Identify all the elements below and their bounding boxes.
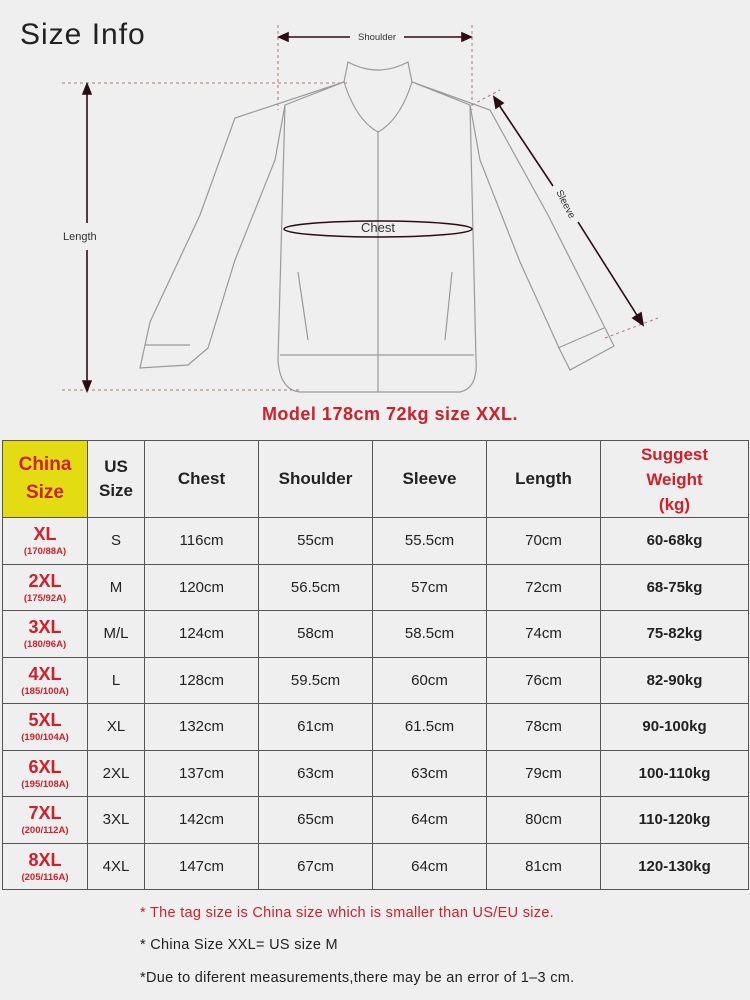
shoulder-cell: 59.5cm xyxy=(259,657,373,704)
china-size-cell xyxy=(3,843,88,890)
us-size-cell: 3XL xyxy=(88,797,145,844)
sleeve-cell: 60cm xyxy=(373,657,487,704)
length-cell: 81cm xyxy=(487,843,601,890)
shoulder-cell: 61cm xyxy=(259,704,373,751)
weight-cell: 60-68kg xyxy=(601,518,749,565)
weight-cell: 110-120kg xyxy=(601,797,749,844)
china-size-label: 2XL xyxy=(28,570,62,591)
china-size-cell xyxy=(3,797,88,844)
china-size-label: XL xyxy=(33,524,57,545)
jacket-diagram xyxy=(0,0,750,410)
table-row xyxy=(3,797,749,844)
weight-cell: 90-100kg xyxy=(601,704,749,751)
dimension-arrows xyxy=(83,33,643,391)
sleeve-cell: 58.5cm xyxy=(373,611,487,658)
shoulder-cell: 58cm xyxy=(259,611,373,658)
length-cell: 70cm xyxy=(487,518,601,565)
length-cell: 74cm xyxy=(487,611,601,658)
length-cell: 76cm xyxy=(487,657,601,704)
chest-cell: 128cm xyxy=(145,657,259,704)
note-error-margin: *Due to diferent measurements,there may be an error of 1–3 cm. xyxy=(140,970,575,986)
us-size-cell: 2XL xyxy=(88,750,145,797)
china-size-header: China Size xyxy=(3,441,88,518)
china-size-label: 8XL xyxy=(28,849,62,870)
table-row xyxy=(3,518,749,565)
china-size-label: 3XL xyxy=(28,617,62,638)
suggest-weight-header: Suggest Weight (kg) xyxy=(601,441,749,518)
chest-cell: 124cm xyxy=(145,611,259,658)
chest-cell: 132cm xyxy=(145,704,259,751)
sleeve-label: Sleeve xyxy=(553,188,578,221)
shoulder-cell: 63cm xyxy=(259,750,373,797)
table-row xyxy=(3,843,749,890)
length-cell: 78cm xyxy=(487,704,601,751)
chest-cell: 120cm xyxy=(145,564,259,611)
chest-cell: 116cm xyxy=(145,518,259,565)
page-title: Size Info xyxy=(20,18,146,51)
chest-header: Chest xyxy=(145,441,259,518)
china-size-label: 4XL xyxy=(28,663,62,684)
sleeve-cell: 63cm xyxy=(373,750,487,797)
shoulder-cell: 67cm xyxy=(259,843,373,890)
shoulder-cell: 55cm xyxy=(259,518,373,565)
shoulder-header: Shoulder xyxy=(259,441,373,518)
china-size-code: (195/108A) xyxy=(21,778,69,790)
sleeve-cell: 55.5cm xyxy=(373,518,487,565)
length-label: Length xyxy=(63,231,97,243)
china-size-code: (205/116A) xyxy=(21,871,69,883)
china-size-code: (170/88A) xyxy=(23,546,67,558)
us-size-cell: S xyxy=(88,518,145,565)
china-size-cell xyxy=(3,564,88,611)
chest-cell: 137cm xyxy=(145,750,259,797)
china-size-cell xyxy=(3,611,88,658)
us-size-cell: XL xyxy=(88,704,145,751)
china-size-code: (185/100A) xyxy=(21,685,69,697)
china-size-label: 7XL xyxy=(28,803,62,824)
chest-cell: 142cm xyxy=(145,797,259,844)
table-row xyxy=(3,564,749,611)
length-header: Length xyxy=(487,441,601,518)
length-cell: 80cm xyxy=(487,797,601,844)
china-size-code: (200/112A) xyxy=(21,825,69,837)
china-size-label: 6XL xyxy=(28,756,62,777)
table-header-row xyxy=(3,441,749,518)
shoulder-cell: 56.5cm xyxy=(259,564,373,611)
weight-cell: 68-75kg xyxy=(601,564,749,611)
weight-cell: 100-110kg xyxy=(601,750,749,797)
weight-cell: 82-90kg xyxy=(601,657,749,704)
us-size-cell: L xyxy=(88,657,145,704)
us-size-header: US Size xyxy=(88,441,145,518)
model-note: Model 178cm 72kg size XXL. xyxy=(261,404,519,424)
shoulder-cell: 65cm xyxy=(259,797,373,844)
table-row xyxy=(3,611,749,658)
china-size-cell xyxy=(3,750,88,797)
note-tag-size: * The tag size is China size which is smaller than US/EU size. xyxy=(140,905,555,921)
table-row xyxy=(3,704,749,751)
length-cell: 79cm xyxy=(487,750,601,797)
us-size-cell: M xyxy=(88,564,145,611)
chest-label: Chest xyxy=(361,220,395,235)
chest-cell: 147cm xyxy=(145,843,259,890)
us-size-cell: 4XL xyxy=(88,843,145,890)
china-size-code: (175/92A) xyxy=(23,592,67,604)
length-cell: 72cm xyxy=(487,564,601,611)
china-size-cell xyxy=(3,518,88,565)
sleeve-header: Sleeve xyxy=(373,441,487,518)
shoulder-label: Shoulder xyxy=(357,32,397,43)
sleeve-cell: 57cm xyxy=(373,564,487,611)
table-row xyxy=(3,750,749,797)
weight-cell: 75-82kg xyxy=(601,611,749,658)
china-size-code: (190/104A) xyxy=(21,732,69,744)
us-size-cell: M/L xyxy=(88,611,145,658)
note-us-size: * China Size XXL= US size M xyxy=(140,937,338,953)
china-size-cell xyxy=(3,704,88,751)
sleeve-cell: 64cm xyxy=(373,843,487,890)
sleeve-cell: 61.5cm xyxy=(373,704,487,751)
china-size-cell xyxy=(3,657,88,704)
china-size-code: (180/96A) xyxy=(23,639,67,651)
table-row xyxy=(3,657,749,704)
size-table xyxy=(2,440,749,890)
sleeve-cell: 64cm xyxy=(373,797,487,844)
weight-cell: 120-130kg xyxy=(601,843,749,890)
china-size-label: 5XL xyxy=(28,710,62,731)
